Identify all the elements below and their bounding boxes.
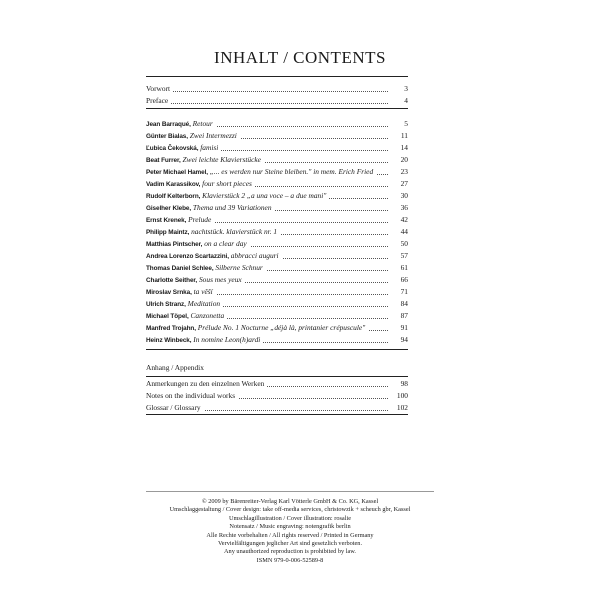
composer-name: Miroslav Srnka, <box>146 289 192 296</box>
toc-row <box>146 202 408 214</box>
appendix-label: Anmerkungen zu den einzelnen Werken <box>146 378 267 390</box>
toc-row <box>146 226 408 238</box>
toc-row <box>146 142 408 154</box>
toc-row <box>146 286 408 298</box>
work-title: famisi <box>200 143 219 152</box>
rule-appendix-bottom <box>146 414 408 415</box>
page-number: 14 <box>391 142 408 154</box>
work-title: Silberne Schnur <box>215 263 263 272</box>
appendix-list <box>146 378 408 414</box>
imprint-line: Any unauthorized reproduction is prohibited by law. <box>224 548 356 556</box>
work-title: on a clear day <box>204 239 247 248</box>
page-number: 98 <box>391 378 408 390</box>
page-number: 84 <box>391 298 408 310</box>
composer-name: Beat Furrer, <box>146 157 181 164</box>
toc-row <box>146 238 408 250</box>
page-number: 91 <box>391 322 408 334</box>
page-number: 36 <box>391 202 408 214</box>
imprint-line: Umschlaggestaltung / Cover design: take off-media services, christowzik + scheuch gbr, Kassel <box>169 506 411 514</box>
dot-leader <box>146 91 388 92</box>
work-title: abbracci auguri <box>230 251 279 260</box>
toc-row <box>146 378 408 390</box>
page-number: 57 <box>391 250 408 262</box>
page-number: 4 <box>391 95 408 107</box>
top-rule <box>146 76 408 77</box>
composer-name: Thomas Daniel Schlee, <box>146 265 214 272</box>
work-title: Prélude No. 1 Nocturne „déjà là, printanier crépuscule" <box>197 323 366 332</box>
work-title: nachtstück. klavierstück nr. 1 <box>191 227 278 236</box>
toc-entry <box>146 334 263 347</box>
toc-row <box>146 322 408 334</box>
toc-row <box>146 298 408 310</box>
work-title: four short pieces <box>202 179 252 188</box>
page-title: INHALT / CONTENTS <box>214 48 386 67</box>
composer-name: Ernst Krenek, <box>146 217 187 224</box>
toc-row <box>146 214 408 226</box>
toc-row <box>146 118 408 130</box>
imprint-divider <box>146 491 434 492</box>
composer-name: Vadim Karassikov, <box>146 181 201 188</box>
work-title: Zwei leichte Klavierstücke <box>182 155 261 164</box>
composer-name: Michael Töpel, <box>146 313 189 320</box>
work-title: „... es werden nur Steine bleiben." in mem. Erich Fried <box>209 167 374 176</box>
toc-row <box>146 262 408 274</box>
toc-row <box>146 250 408 262</box>
page-number: 94 <box>391 334 408 346</box>
imprint-line: Notensatz / Music engraving: notengrafik berlin <box>229 523 351 531</box>
composer-name: Charlotte Seither, <box>146 277 198 284</box>
toc-label: Preface <box>146 95 171 107</box>
page-number: 50 <box>391 238 408 250</box>
composer-list <box>146 118 408 346</box>
rule-appendix-heading <box>146 376 408 377</box>
work-title: In nomine Leon(h)ardi <box>193 335 261 344</box>
composer-name: Heinz Winbeck, <box>146 337 192 344</box>
page-number: 20 <box>391 154 408 166</box>
work-title: Prelude <box>188 215 212 224</box>
page-number: 44 <box>391 226 408 238</box>
composer-name: Ulrich Stranz, <box>146 301 186 308</box>
toc-row <box>146 154 408 166</box>
page-number: 100 <box>391 390 408 402</box>
imprint-line: Alle Rechte vorbehalten / All rights reserved / Printed in Germany <box>206 531 374 539</box>
imprint-line: Umschlagillustration / Cover illustration: rosalie <box>228 514 352 522</box>
toc-row <box>146 390 408 402</box>
page-number: 11 <box>391 130 408 142</box>
toc-row <box>146 130 408 142</box>
page-number: 27 <box>391 178 408 190</box>
appendix-label: Notes on the individual works <box>146 390 238 402</box>
toc-row <box>146 95 408 107</box>
toc-row <box>146 402 408 414</box>
front-matter-list <box>146 83 408 107</box>
page-number: 5 <box>391 118 408 130</box>
page-number: 61 <box>391 262 408 274</box>
work-title: Sous mes yeux <box>198 275 242 284</box>
work-title: ta věší <box>193 287 213 296</box>
work-title: Meditation <box>187 299 221 308</box>
composer-name: Philipp Maintz, <box>146 229 190 236</box>
toc-row <box>146 190 408 202</box>
rule-front-matter <box>146 108 408 109</box>
work-title: Canzonetta <box>190 311 225 320</box>
composer-name: Matthias Pintscher, <box>146 241 203 248</box>
rule-entries <box>146 349 408 350</box>
page-number: 23 <box>391 166 408 178</box>
page-number: 42 <box>391 214 408 226</box>
imprint-block <box>146 498 434 565</box>
composer-name: Giselher Klebe, <box>146 205 192 212</box>
page-number: 66 <box>391 274 408 286</box>
toc-row <box>146 166 408 178</box>
imprint-line: Vervielfältigungen jeglicher Art sind gesetzlich verboten. <box>217 540 363 548</box>
imprint-line: © 2009 by Bärenreiter-Verlag Karl Vötterle GmbH & Co. KG, Kassel <box>201 498 379 505</box>
composer-name: Peter Michael Hamel, <box>146 169 208 176</box>
appendix-label: Glossar / Glossary <box>146 402 204 414</box>
work-title: Retour <box>192 119 213 128</box>
page-number: 87 <box>391 310 408 322</box>
toc-label: Vorwort <box>146 83 173 95</box>
composer-name: Ľubica Čekovská, <box>146 145 199 152</box>
page-number: 102 <box>391 402 408 414</box>
page-number: 71 <box>391 286 408 298</box>
page-number: 3 <box>391 83 408 95</box>
composer-name: Andrea Lorenzo Scartazzini, <box>146 253 229 260</box>
work-title: Thema und 39 Variationen <box>192 203 272 212</box>
toc-row <box>146 274 408 286</box>
imprint-line: ISMN 979-0-006-52589-8 <box>256 556 324 564</box>
work-title: Klavierstück 2 „a una voce – a due mani" <box>202 191 327 200</box>
toc-row <box>146 83 408 95</box>
toc-row <box>146 334 408 346</box>
toc-row <box>146 310 408 322</box>
dot-leader <box>146 103 388 104</box>
toc-row <box>146 178 408 190</box>
composer-name: Rudolf Kelterborn, <box>146 193 201 200</box>
page-number: 30 <box>391 190 408 202</box>
composer-name: Jean Barraqué, <box>146 121 191 128</box>
appendix-heading: Anhang / Appendix <box>146 363 204 372</box>
composer-name: Günter Bialas, <box>146 133 188 140</box>
work-title: Zwei Intermezzi <box>189 131 237 140</box>
composer-name: Manfred Trojahn, <box>146 325 196 332</box>
